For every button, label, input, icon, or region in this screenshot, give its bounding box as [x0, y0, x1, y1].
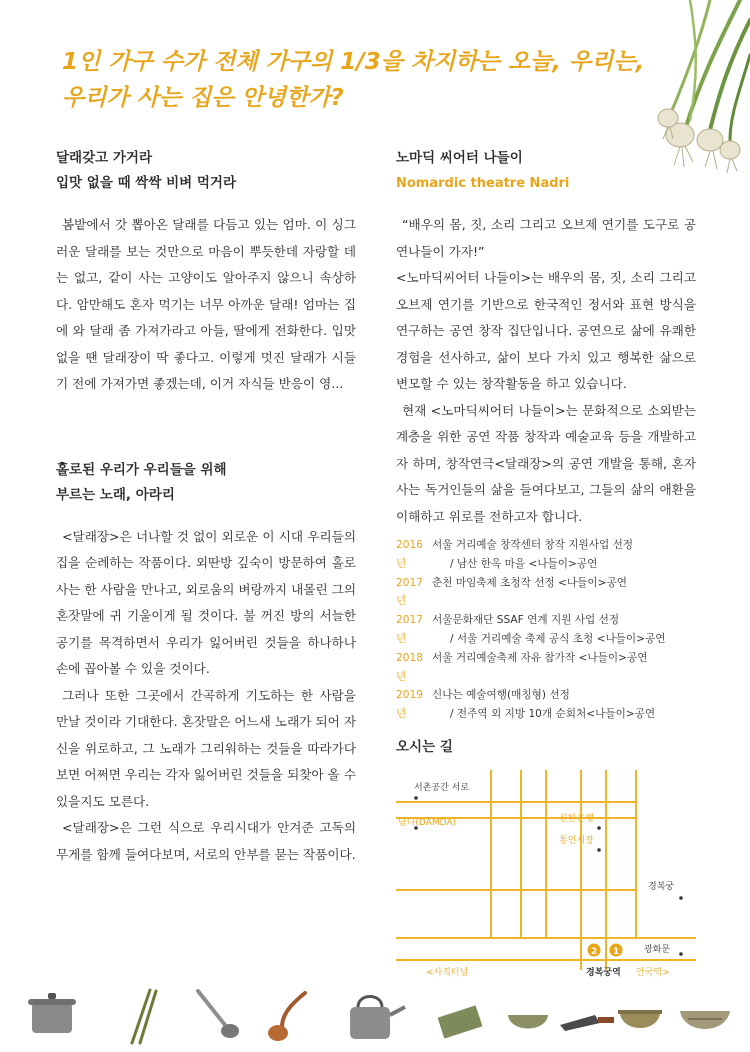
right-column — [396, 146, 696, 724]
history-text-block — [432, 611, 696, 649]
history-text-block — [432, 686, 696, 724]
directions-map — [396, 770, 696, 990]
map-label-anguk: 안국역> — [636, 968, 670, 978]
section-subtitle-nadri: Nomardic theatre Nadri — [396, 176, 570, 191]
history-subtext: / 서울 거리예술 축제 공식 초청 <나들이>공연 — [450, 632, 666, 645]
history-year: 2017년 — [396, 614, 423, 645]
cutting-board-icon — [438, 1005, 483, 1038]
exit-1-label: 1 — [613, 947, 620, 957]
exit-2-label: 2 — [591, 947, 598, 957]
history-text: 서울문화재단 SSAF 연계 지원 사업 선정 — [432, 614, 620, 627]
paragraph: <노마딕씨어터 나들이>는 배우의 몸, 짓, 소리 그리고 오브제 연기를 기반으로 한국적인 정서와 표현 방식을 연구하는 공연 창작 집단입니다. 공연으로 삶에 유쾌한 경험을 선사하고, 삶이 보다 가치 있고 행복한 삶으로 변모할 수 있는 창작활동을 하고 있습니다. — [396, 270, 696, 391]
paragraph: “배우의 몸, 짓, 소리 그리고 오브제 연기를 도구로 공연나들이 가자!” — [396, 217, 696, 259]
history-text: 서울 거리예술 창작센터 창작 지원사업 선정 — [432, 539, 634, 551]
wooden-ladle-icon — [268, 993, 305, 1041]
history-subtext: / 전주역 외 지방 10개 순회처<나들이>공연 — [450, 708, 656, 721]
bowl-icon — [618, 1010, 662, 1028]
map-label-gyeongbokgung: 경복궁 — [648, 882, 675, 892]
map-roads — [396, 770, 696, 970]
section-body-dallae — [56, 212, 356, 398]
history-year: 2016년 — [396, 539, 423, 570]
history-text: 신나는 예술여행(매칭형) 선정 — [432, 689, 570, 702]
knife-icon — [560, 1015, 614, 1031]
map-label-seochon: 서촌공간 서로 — [414, 783, 470, 793]
history-year: 2019년 — [396, 689, 423, 721]
map-label-station: 경복궁역 — [586, 968, 621, 978]
map-dot — [597, 826, 601, 830]
section-body-nadri — [396, 212, 696, 530]
map-dot — [679, 896, 683, 900]
paragraph: <달래장>은 그런 식으로 우리시대가 안겨준 고독의 무게를 함께 들여다보며, 서로의 안부를 묻는 작품이다. — [56, 820, 356, 862]
section-title-line: 부르는 노래, 아라리 — [56, 486, 175, 503]
kitchenware-illustration-row — [20, 985, 740, 1047]
paragraph: 그러나 또한 그곳에서 간곡하게 기도하는 한 사람을 만날 것이라 기대한다. 혼잣말은 어느새 노래가 되어 자신을 위로하고, 그 노래가 그리워하는 것들을 따라가다 보면 어쩌면 우리는 각자 잃어버린 것들을 되찾아 올 수 있을지도 모른다. — [56, 687, 356, 809]
ladle-icon — [198, 991, 239, 1038]
bowl-icon — [680, 1011, 730, 1029]
history-year: 2017년 — [396, 576, 423, 608]
section-title-line: 홀로된 우리가 우리들을 위해 — [56, 461, 227, 478]
map-dot — [679, 952, 683, 956]
map-label-gwanghwamun: 광화문 — [644, 945, 671, 955]
history-text-block — [432, 574, 696, 612]
history-text: 서울 거리예술축제 자유 참가작 <나들이>공연 — [432, 651, 648, 664]
history-list — [396, 536, 696, 724]
history-text: 춘천 마임축제 초청작 선정 <나들이>공연 — [432, 576, 627, 589]
map-dot — [597, 848, 601, 852]
kettle-icon — [350, 997, 405, 1040]
section-title-line: 달래갖고 가거라 — [56, 150, 152, 166]
map-label-sajik: <사직터널 — [426, 968, 469, 978]
page-headline — [62, 44, 702, 116]
headline-line-2: 우리가 사는 집은 안녕한가? — [62, 85, 344, 111]
paragraph: 현재 <노마딕씨어터 나들이>는 문화적으로 소외받는 계층을 위한 공연 작품 창작과 예술교육 등을 개발하고자 하며, 창작연극<달래장>의 공연 개발을 통해, 혼자 사는 독거인들의 삶을 들여다보고, 그들의 삶의 애환을 이해하고 위로를 전하고자 합니다. — [396, 402, 696, 524]
section-body-arari — [56, 524, 356, 869]
history-text-block — [432, 649, 696, 687]
map-label-damda: 담다(DAMDA) — [398, 818, 457, 828]
map-dot — [414, 796, 418, 800]
headline-line-1: 1인 가구 수가 전체 가구의 1/3을 차지하는 오늘, 우리는, — [62, 49, 645, 75]
pot-icon — [28, 993, 76, 1033]
history-text-block — [432, 536, 696, 574]
section-title-dallae — [56, 146, 356, 196]
history-item — [396, 536, 696, 574]
map-label-shinhan: 신한은행 — [559, 814, 594, 824]
section-title-line: 입맛 없을 때 싹싹 비벼 먹거라 — [56, 175, 236, 191]
chopsticks-icon — [132, 990, 156, 1043]
map-label-tongin: 통인시장 — [559, 836, 594, 846]
left-column — [56, 146, 356, 868]
history-year: 2018년 — [396, 651, 423, 683]
history-item — [396, 686, 696, 724]
bowl-icon — [508, 1015, 548, 1029]
map-title: 오시는 길 — [396, 739, 453, 755]
history-item — [396, 574, 696, 612]
paragraph: <달래장>은 너나할 것 없이 외로운 이 시대 우리들의 집을 순례하는 작품이다. 외딴방 깊숙이 방문하여 홀로 사는 한 사람을 만나고, 외로움의 벼랑까지 내몰린 그의 혼잣말에 귀 기울이게 될 것이다. 불 꺼진 방의 서늘한 공기를 목격하면서 우리가 잃어버린 것들을 하나하나 손에 꼽아볼 수 있을 것이다. — [56, 528, 356, 676]
history-item — [396, 649, 696, 687]
history-subtext: / 남산 한옥 마을 <나들이>공연 — [450, 557, 598, 570]
section-title-nadri: 노마딕 씨어터 나들이 — [396, 150, 523, 166]
history-item — [396, 611, 696, 649]
section-title-arari — [56, 458, 356, 508]
paragraph: 봄밭에서 갓 뽑아온 달래를 다듬고 있는 엄마. 이 싱그러운 달래를 보는 것만으로 마음이 뿌듯한데 자랑할 데는 없고, 같이 사는 고양이도 알아주지 않으니 속상하다. 암만해도 혼자 먹기는 너무 아까운 달래! 엄마는 집에 와 달래 좀 가져가라고 아들, 딸에게 전화한다. 입맛 없을 땐 달래장이 딱 좋다고. 이렇게 멋진 달래가 시들기 전에 가져가면 좋겠는데, 이거 자식들 반응이 영... — [56, 217, 356, 391]
